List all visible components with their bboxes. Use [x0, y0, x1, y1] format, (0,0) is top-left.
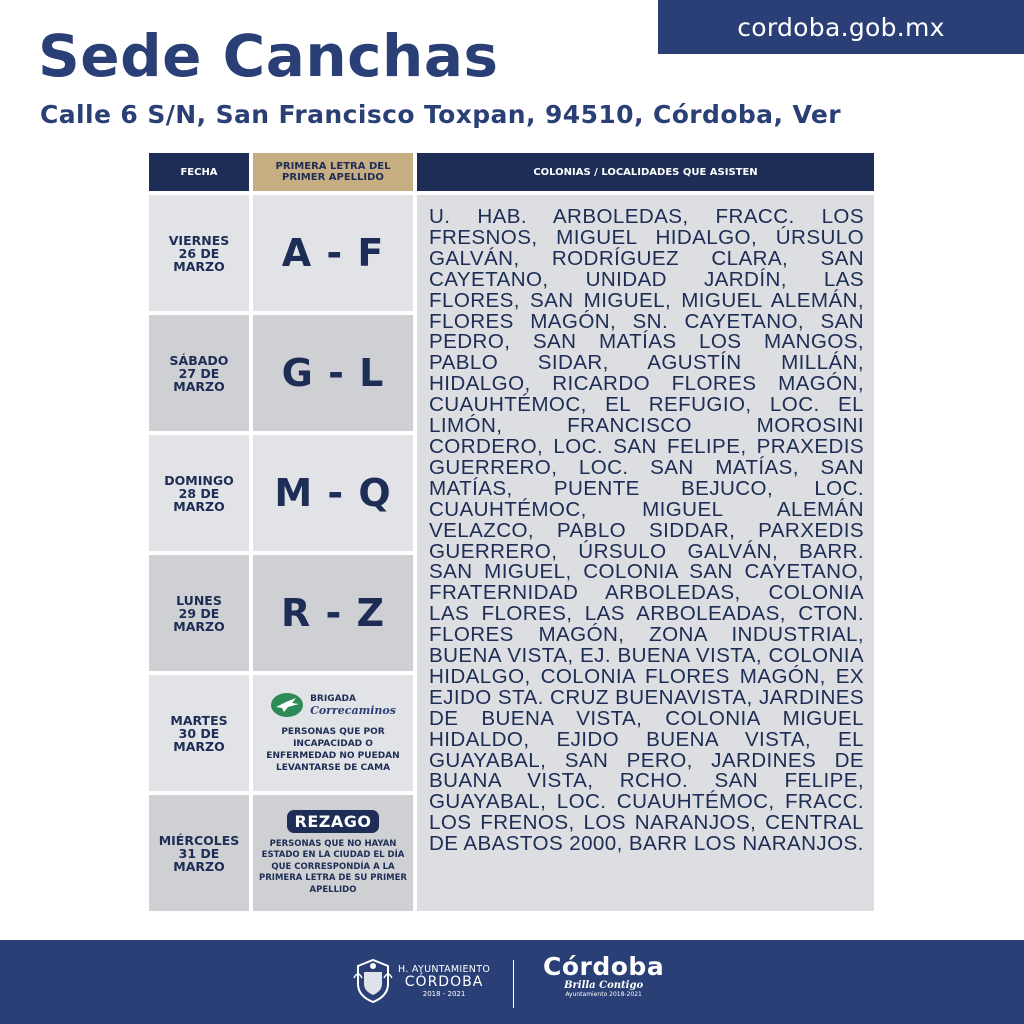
date-month: MARZO — [173, 618, 225, 634]
date-number: 28 DE — [178, 485, 220, 501]
letter-range: A - F — [281, 231, 385, 275]
letter-range: M - Q — [274, 471, 392, 515]
colonias-list: U. HAB. ARBOLEDAS, FRACC. LOS FRESNOS, MIGUEL HIDALGO, ÚRSULO GALVÁN, RODRÍGUEZ CLARA, SAN CAYETANO, UNIDAD JARDÍN, LAS FLORES, SAN MIGUEL, MIGUEL ALEMÁN, FLORES MAGÓN, SN. CAYETANO, SAN PEDRO, SAN MATÍAS LOS MANGOS, PABLO SIDAR, AGUSTÍN MILLÁN, HIDALGO, RICARDO FLORES MAGÓN, CUAUHTÉMOC, EL REFUGIO, LOC. EL LIMÓN, FRANCISCO MOROSINI CORDERO, LOC. SAN FELIPE, PRAXEDIS GUERRERO, LOC. SAN MATÍAS, SAN MATÍAS, PUENTE BEJUCO, LOC. CUAUHTÉMOC, MIGUEL ALEMÁN VELAZCO, PABLO SIDDAR, PARXEDIS GUERRERO, ÚRSULO GALVÁN, BARR. SAN MIGUEL, COLONIA SAN CAYETANO, FRATERNIDAD ARBOLEDAS, COLONIA LAS FLORES, LAS ARBOLEADAS, CTON. FLORES MAGÓN, ZONA INDUSTRIAL, BUENA VISTA, EJ. BUENA VISTA, COLONIA HIDALGO, COLONIA FLORES MAGÓN, EX EJIDO STA. CRUZ BUENAVISTA, JARDINES DE BUENA VISTA, COLONIA MIGUEL HIDALDO, EJIDO BUENA VISTA, EL GUAYABAL, SAN PERO, JARDINES DE BUANA VISTA, RCHO. SAN FELIPE, GUAYABAL, LOC. CUAUHTÉMOC, FRACC. LOS FRENOS, LOS NARANJOS, CENTRAL DE ABASTOS 2000, BARR LOS NARANJOS. — [417, 195, 874, 911]
date-day: LUNES — [176, 592, 222, 608]
brigada-label-top: BRIGADA — [310, 694, 356, 704]
seal-icon — [352, 958, 394, 1004]
letter-cell-4 — [253, 555, 413, 671]
date-day: VIERNES — [168, 232, 230, 248]
header-letra — [253, 153, 413, 191]
date-cell-3 — [149, 435, 249, 551]
date-cell-4 — [149, 555, 249, 671]
page-title: Sede Canchas — [38, 22, 499, 90]
rezago-cell — [253, 795, 413, 911]
ayuntamiento-line2: CÓRDOBA — [404, 974, 484, 990]
date-day: MIÉRCOLES — [158, 832, 240, 848]
date-day: MARTES — [170, 712, 228, 728]
date-number: 31 DE — [178, 845, 220, 861]
date-cell-2 — [149, 315, 249, 431]
brigada-logo — [270, 692, 396, 718]
date-cell-1 — [149, 195, 249, 311]
date-cell-6 — [149, 795, 249, 911]
header-letra-text: PRIMERA LETRA DEL PRIMER APELLIDO — [275, 161, 391, 183]
letter-cell-1 — [253, 195, 413, 311]
brand-period: Ayuntamiento 2018-2021 — [565, 991, 642, 998]
date-day: SÁBADO — [169, 352, 229, 368]
brand-slogan: Brilla Contigo — [564, 980, 644, 991]
date-month: MARZO — [173, 858, 225, 874]
brand-name: Córdoba — [543, 952, 665, 981]
date-month: MARZO — [173, 378, 225, 394]
date-month: MARZO — [173, 738, 225, 754]
date-number: 29 DE — [178, 605, 220, 621]
brigada-cell — [253, 675, 413, 791]
date-number: 26 DE — [178, 245, 220, 261]
rezago-note: PERSONAS QUE NO HAYAN ESTADO EN LA CIUDAD EL DÍA QUE CORRESPONDÍA A LA PRIMERA LETRA DE SU PRIMER APELLIDO — [259, 838, 407, 895]
letter-range: R - Z — [280, 591, 386, 635]
address: Calle 6 S/N, San Francisco Toxpan, 94510, Córdoba, Ver — [40, 100, 841, 129]
footer — [0, 940, 1024, 1024]
date-number: 27 DE — [178, 365, 220, 381]
brigada-note: PERSONAS QUE POR INCAPACIDAD O ENFERMEDAD NO PUEDAN LEVANTARSE DE CAMA — [266, 727, 400, 773]
website-badge[interactable]: cordoba.gob.mx — [658, 0, 1024, 54]
header-fecha: FECHA — [149, 153, 249, 191]
cordoba-brand-logo — [543, 954, 664, 999]
footer-divider — [513, 960, 514, 1008]
brigada-label-bottom: Correcaminos — [310, 704, 396, 717]
rezago-badge: REZAGO — [287, 810, 380, 833]
letter-cell-3 — [253, 435, 413, 551]
date-number: 30 DE — [178, 725, 220, 741]
date-month: MARZO — [173, 258, 225, 274]
letter-range: G - L — [281, 351, 385, 395]
date-cell-5 — [149, 675, 249, 791]
ayuntamiento-line1: H. AYUNTAMIENTO — [398, 964, 491, 975]
date-day: DOMINGO — [164, 472, 234, 488]
roadrunner-icon — [270, 692, 304, 718]
date-month: MARZO — [173, 498, 225, 514]
header-colonias: COLONIAS / LOCALIDADES QUE ASISTEN — [417, 153, 874, 191]
letter-cell-2 — [253, 315, 413, 431]
ayuntamiento-period: 2018 - 2021 — [422, 990, 466, 998]
ayuntamiento-logo — [352, 958, 490, 1004]
